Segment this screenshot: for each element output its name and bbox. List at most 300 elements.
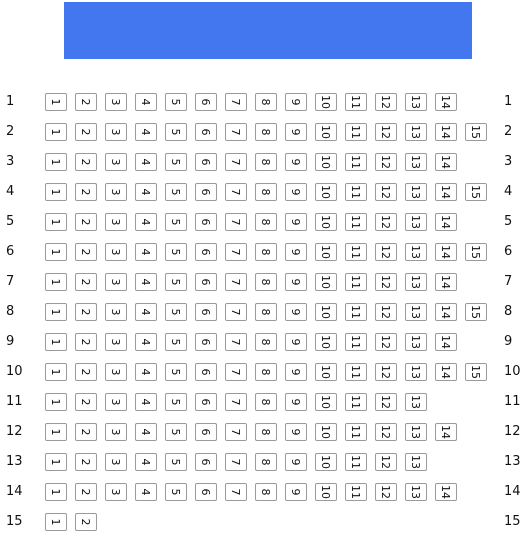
seat-number: 13 (409, 215, 423, 229)
seat-number: 7 (229, 338, 243, 346)
row-label-right: 7 (504, 274, 513, 289)
seat-button[interactable] (75, 183, 97, 201)
seat-button[interactable] (345, 303, 367, 321)
seat-number: 1 (49, 218, 63, 226)
seat-number: 15 (469, 365, 483, 379)
seat-button[interactable] (255, 453, 277, 471)
seat-number: 11 (349, 185, 363, 199)
seat-number: 1 (49, 368, 63, 376)
seat-button[interactable] (405, 273, 427, 291)
seat-number: 12 (379, 245, 393, 259)
seat-number: 7 (229, 428, 243, 436)
seat-button[interactable] (285, 393, 307, 411)
seat-number: 2 (79, 338, 93, 346)
seat-button[interactable] (45, 483, 67, 501)
seat-button[interactable] (255, 303, 277, 321)
seat-number: 10 (319, 185, 333, 199)
seat-button[interactable] (255, 123, 277, 141)
seat-button[interactable] (75, 453, 97, 471)
seat-number: 5 (169, 398, 183, 406)
seat-button[interactable] (225, 423, 247, 441)
seat-button[interactable] (135, 213, 157, 231)
seat-number: 4 (139, 188, 153, 196)
seat-button[interactable] (165, 273, 187, 291)
seat-button[interactable] (165, 363, 187, 381)
seat-number: 10 (319, 155, 333, 169)
seat-button[interactable] (225, 213, 247, 231)
seat-button[interactable] (375, 93, 397, 111)
seat-button[interactable] (435, 243, 457, 261)
seat-button[interactable] (75, 213, 97, 231)
seat-button[interactable] (225, 363, 247, 381)
seat-number: 8 (259, 158, 273, 166)
seat-number: 14 (439, 155, 453, 169)
seat-button[interactable] (315, 303, 337, 321)
seat-button[interactable] (135, 363, 157, 381)
seat-button[interactable] (45, 363, 67, 381)
seat-button[interactable] (105, 333, 127, 351)
seat-button[interactable] (345, 93, 367, 111)
seat-button[interactable] (75, 93, 97, 111)
row-label-right: 10 (504, 364, 521, 379)
seat-button[interactable] (135, 303, 157, 321)
row-label-right: 11 (504, 394, 521, 409)
row-label-right: 2 (504, 124, 513, 139)
seat-number: 4 (139, 368, 153, 376)
seat-button[interactable] (195, 123, 217, 141)
seat-button[interactable] (45, 153, 67, 171)
seat-button[interactable] (45, 213, 67, 231)
seat-button[interactable] (375, 243, 397, 261)
seat-button[interactable] (405, 183, 427, 201)
seat-button[interactable] (285, 93, 307, 111)
seat-button[interactable] (225, 393, 247, 411)
seat-number: 5 (169, 158, 183, 166)
seat-button[interactable] (225, 243, 247, 261)
seat-button[interactable] (435, 123, 457, 141)
seat-button[interactable] (405, 363, 427, 381)
seat-button[interactable] (75, 423, 97, 441)
seat-button[interactable] (315, 333, 337, 351)
seat-number: 2 (79, 398, 93, 406)
seat-button[interactable] (255, 333, 277, 351)
seat-button[interactable] (195, 483, 217, 501)
seat-button[interactable] (345, 273, 367, 291)
seat-button[interactable] (435, 213, 457, 231)
seat-button[interactable] (315, 153, 337, 171)
seat-button[interactable] (135, 153, 157, 171)
seat-button[interactable] (75, 513, 97, 531)
seat-button[interactable] (345, 213, 367, 231)
seat-number: 5 (169, 488, 183, 496)
seat-number: 9 (289, 278, 303, 286)
seat-button[interactable] (375, 423, 397, 441)
seat-button[interactable] (135, 123, 157, 141)
seat-button[interactable] (285, 213, 307, 231)
seat-button[interactable] (315, 93, 337, 111)
seat-number: 9 (289, 368, 303, 376)
seat-button[interactable] (45, 423, 67, 441)
seat-button[interactable] (135, 243, 157, 261)
seat-button[interactable] (315, 243, 337, 261)
seat-button[interactable] (105, 423, 127, 441)
seat-number: 4 (139, 98, 153, 106)
seat-button[interactable] (195, 423, 217, 441)
seat-number: 2 (79, 518, 93, 526)
seat-number: 13 (409, 275, 423, 289)
seat-button[interactable] (315, 393, 337, 411)
seat-button[interactable] (285, 243, 307, 261)
seat-number: 4 (139, 218, 153, 226)
seat-button[interactable] (225, 93, 247, 111)
seat-button[interactable] (135, 183, 157, 201)
seat-number: 2 (79, 218, 93, 226)
seat-button[interactable] (285, 453, 307, 471)
seat-button[interactable] (315, 273, 337, 291)
seat-button[interactable] (255, 273, 277, 291)
seat-button[interactable] (255, 213, 277, 231)
seat-button[interactable] (435, 363, 457, 381)
seat-number: 5 (169, 368, 183, 376)
seat-number: 3 (109, 368, 123, 376)
seat-button[interactable] (465, 303, 487, 321)
seat-button[interactable] (45, 273, 67, 291)
seat-button[interactable] (165, 123, 187, 141)
seat-button[interactable] (375, 453, 397, 471)
seat-number: 14 (439, 305, 453, 319)
seat-button[interactable] (75, 243, 97, 261)
seat-button[interactable] (315, 363, 337, 381)
seat-number: 7 (229, 488, 243, 496)
seat-number: 10 (319, 275, 333, 289)
seat-button[interactable] (165, 183, 187, 201)
seat-button[interactable] (345, 123, 367, 141)
seat-button[interactable] (345, 243, 367, 261)
seat-number: 6 (199, 398, 213, 406)
seat-button[interactable] (45, 93, 67, 111)
seat-button[interactable] (405, 213, 427, 231)
seat-button[interactable] (45, 303, 67, 321)
row-label-left: 10 (6, 364, 23, 379)
seat-button[interactable] (135, 483, 157, 501)
seat-button[interactable] (315, 453, 337, 471)
row-label-left: 15 (6, 514, 23, 529)
seat-button[interactable] (45, 453, 67, 471)
seat-number: 3 (109, 308, 123, 316)
seat-button[interactable] (315, 183, 337, 201)
seat-number: 10 (319, 245, 333, 259)
seat-button[interactable] (375, 483, 397, 501)
seat-button[interactable] (345, 153, 367, 171)
seat-button[interactable] (375, 393, 397, 411)
seat-button[interactable] (165, 333, 187, 351)
seat-button[interactable] (165, 423, 187, 441)
seat-number: 7 (229, 188, 243, 196)
seat-button[interactable] (195, 393, 217, 411)
seat-button[interactable] (345, 453, 367, 471)
seat-button[interactable] (405, 483, 427, 501)
seat-button[interactable] (345, 183, 367, 201)
seat-button[interactable] (405, 393, 427, 411)
seat-button[interactable] (165, 213, 187, 231)
seat-number: 2 (79, 128, 93, 136)
seat-button[interactable] (465, 123, 487, 141)
seat-button[interactable] (405, 123, 427, 141)
seat-number: 7 (229, 458, 243, 466)
seat-button[interactable] (435, 303, 457, 321)
seat-number: 4 (139, 488, 153, 496)
seat-button[interactable] (465, 183, 487, 201)
seat-button[interactable] (165, 393, 187, 411)
seat-button[interactable] (195, 243, 217, 261)
seat-button[interactable] (225, 333, 247, 351)
seat-button[interactable] (195, 183, 217, 201)
seat-button[interactable] (105, 243, 127, 261)
seat-number: 12 (379, 305, 393, 319)
seat-number: 6 (199, 458, 213, 466)
seat-number: 8 (259, 398, 273, 406)
seat-button[interactable] (345, 363, 367, 381)
row-label-left: 11 (6, 394, 23, 409)
seat-button[interactable] (225, 183, 247, 201)
seat-button[interactable] (255, 243, 277, 261)
row-label-right: 4 (504, 184, 513, 199)
row-label-left: 5 (6, 214, 15, 229)
seat-number: 11 (349, 455, 363, 469)
seat-button[interactable] (285, 273, 307, 291)
seat-button[interactable] (465, 243, 487, 261)
seat-number: 7 (229, 128, 243, 136)
seat-button[interactable] (75, 153, 97, 171)
seat-number: 13 (409, 95, 423, 109)
seat-button[interactable] (75, 333, 97, 351)
seat-number: 2 (79, 158, 93, 166)
seat-button[interactable] (315, 123, 337, 141)
seat-button[interactable] (405, 333, 427, 351)
seat-number: 13 (409, 365, 423, 379)
seat-button[interactable] (195, 93, 217, 111)
seat-number: 3 (109, 128, 123, 136)
seat-button[interactable] (75, 363, 97, 381)
seat-button[interactable] (165, 483, 187, 501)
seat-button[interactable] (195, 213, 217, 231)
seat-button[interactable] (435, 183, 457, 201)
seat-button[interactable] (45, 513, 67, 531)
seat-button[interactable] (285, 153, 307, 171)
seat-number: 1 (49, 308, 63, 316)
row-label-left: 1 (6, 94, 15, 109)
seat-button[interactable] (405, 453, 427, 471)
seat-button[interactable] (375, 303, 397, 321)
seat-number: 6 (199, 218, 213, 226)
seat-button[interactable] (375, 153, 397, 171)
seat-number: 8 (259, 278, 273, 286)
seat-button[interactable] (435, 333, 457, 351)
seat-number: 8 (259, 338, 273, 346)
seat-button[interactable] (285, 333, 307, 351)
seat-number: 11 (349, 245, 363, 259)
seat-button[interactable] (105, 303, 127, 321)
seat-number: 9 (289, 488, 303, 496)
seat-button[interactable] (75, 273, 97, 291)
seat-button[interactable] (75, 123, 97, 141)
seat-button[interactable] (165, 153, 187, 171)
seat-number: 11 (349, 365, 363, 379)
seat-button[interactable] (345, 393, 367, 411)
seat-number: 12 (379, 95, 393, 109)
seat-number: 1 (49, 188, 63, 196)
seat-button[interactable] (315, 423, 337, 441)
seat-number: 14 (439, 245, 453, 259)
seat-button[interactable] (195, 153, 217, 171)
seat-button[interactable] (375, 183, 397, 201)
seat-button[interactable] (375, 273, 397, 291)
seat-button[interactable] (285, 303, 307, 321)
seat-number: 1 (49, 338, 63, 346)
seat-button[interactable] (165, 243, 187, 261)
seat-number: 13 (409, 305, 423, 319)
seat-button[interactable] (315, 483, 337, 501)
seat-button[interactable] (165, 453, 187, 471)
seat-button[interactable] (435, 93, 457, 111)
seat-button[interactable] (75, 393, 97, 411)
seat-button[interactable] (105, 153, 127, 171)
seat-button[interactable] (105, 123, 127, 141)
seat-button[interactable] (135, 423, 157, 441)
seat-number: 3 (109, 398, 123, 406)
seat-number: 10 (319, 425, 333, 439)
seat-number: 13 (409, 185, 423, 199)
seat-button[interactable] (255, 93, 277, 111)
seat-button[interactable] (285, 363, 307, 381)
seat-number: 3 (109, 428, 123, 436)
seat-number: 4 (139, 128, 153, 136)
seat-number: 5 (169, 188, 183, 196)
seat-button[interactable] (195, 273, 217, 291)
seat-button[interactable] (285, 123, 307, 141)
seat-button[interactable] (45, 243, 67, 261)
seat-button[interactable] (105, 453, 127, 471)
row-label-right: 6 (504, 244, 513, 259)
seat-number: 5 (169, 428, 183, 436)
seat-button[interactable] (465, 363, 487, 381)
row-label-left: 6 (6, 244, 15, 259)
seat-button[interactable] (405, 423, 427, 441)
seat-button[interactable] (405, 93, 427, 111)
seat-button[interactable] (435, 483, 457, 501)
seat-button[interactable] (315, 213, 337, 231)
seat-number: 11 (349, 155, 363, 169)
seat-button[interactable] (105, 393, 127, 411)
seat-button[interactable] (195, 453, 217, 471)
seat-number: 7 (229, 398, 243, 406)
seat-number: 7 (229, 98, 243, 106)
seat-button[interactable] (45, 333, 67, 351)
seat-button[interactable] (405, 243, 427, 261)
seat-number: 1 (49, 488, 63, 496)
seat-number: 5 (169, 308, 183, 316)
seat-button[interactable] (165, 93, 187, 111)
seat-button[interactable] (255, 393, 277, 411)
seat-button[interactable] (375, 213, 397, 231)
seat-button[interactable] (345, 483, 367, 501)
seat-button[interactable] (75, 303, 97, 321)
seat-button[interactable] (225, 453, 247, 471)
seat-number: 2 (79, 308, 93, 316)
row-label-right: 13 (504, 454, 521, 469)
seat-button[interactable] (255, 483, 277, 501)
seat-button[interactable] (225, 153, 247, 171)
seat-button[interactable] (195, 363, 217, 381)
seat-button[interactable] (255, 363, 277, 381)
seat-button[interactable] (375, 123, 397, 141)
seat-button[interactable] (45, 393, 67, 411)
seat-number: 8 (259, 368, 273, 376)
seat-number: 10 (319, 455, 333, 469)
seat-button[interactable] (105, 183, 127, 201)
seat-button[interactable] (255, 423, 277, 441)
seat-button[interactable] (285, 183, 307, 201)
seat-button[interactable] (105, 273, 127, 291)
seat-button[interactable] (225, 273, 247, 291)
seat-button[interactable] (435, 273, 457, 291)
seat-button[interactable] (345, 333, 367, 351)
seat-button[interactable] (165, 303, 187, 321)
seat-button[interactable] (135, 393, 157, 411)
seat-number: 6 (199, 278, 213, 286)
seat-number: 8 (259, 308, 273, 316)
row-label-right: 8 (504, 304, 513, 319)
seat-button[interactable] (285, 483, 307, 501)
seat-button[interactable] (375, 363, 397, 381)
seat-button[interactable] (405, 153, 427, 171)
seat-button[interactable] (105, 93, 127, 111)
seat-button[interactable] (135, 273, 157, 291)
seat-number: 9 (289, 188, 303, 196)
seat-button[interactable] (135, 93, 157, 111)
seat-button[interactable] (105, 483, 127, 501)
seat-button[interactable] (255, 183, 277, 201)
seat-button[interactable] (195, 333, 217, 351)
seat-button[interactable] (345, 423, 367, 441)
seat-number: 10 (319, 215, 333, 229)
seat-button[interactable] (435, 153, 457, 171)
seat-number: 8 (259, 98, 273, 106)
row-label-left: 2 (6, 124, 15, 139)
seat-button[interactable] (45, 123, 67, 141)
seat-number: 8 (259, 488, 273, 496)
seat-button[interactable] (225, 123, 247, 141)
seat-button[interactable] (135, 333, 157, 351)
seat-button[interactable] (255, 153, 277, 171)
row-label-left: 3 (6, 154, 15, 169)
seat-number: 5 (169, 98, 183, 106)
seat-number: 9 (289, 398, 303, 406)
seat-button[interactable] (225, 483, 247, 501)
seat-button[interactable] (75, 483, 97, 501)
seat-button[interactable] (135, 453, 157, 471)
seat-button[interactable] (105, 213, 127, 231)
seat-button[interactable] (405, 303, 427, 321)
seat-button[interactable] (45, 183, 67, 201)
seat-button[interactable] (105, 363, 127, 381)
seat-number: 6 (199, 338, 213, 346)
seat-button[interactable] (285, 423, 307, 441)
seat-button[interactable] (195, 303, 217, 321)
seat-button[interactable] (435, 423, 457, 441)
seat-button[interactable] (375, 333, 397, 351)
seat-button[interactable] (225, 303, 247, 321)
